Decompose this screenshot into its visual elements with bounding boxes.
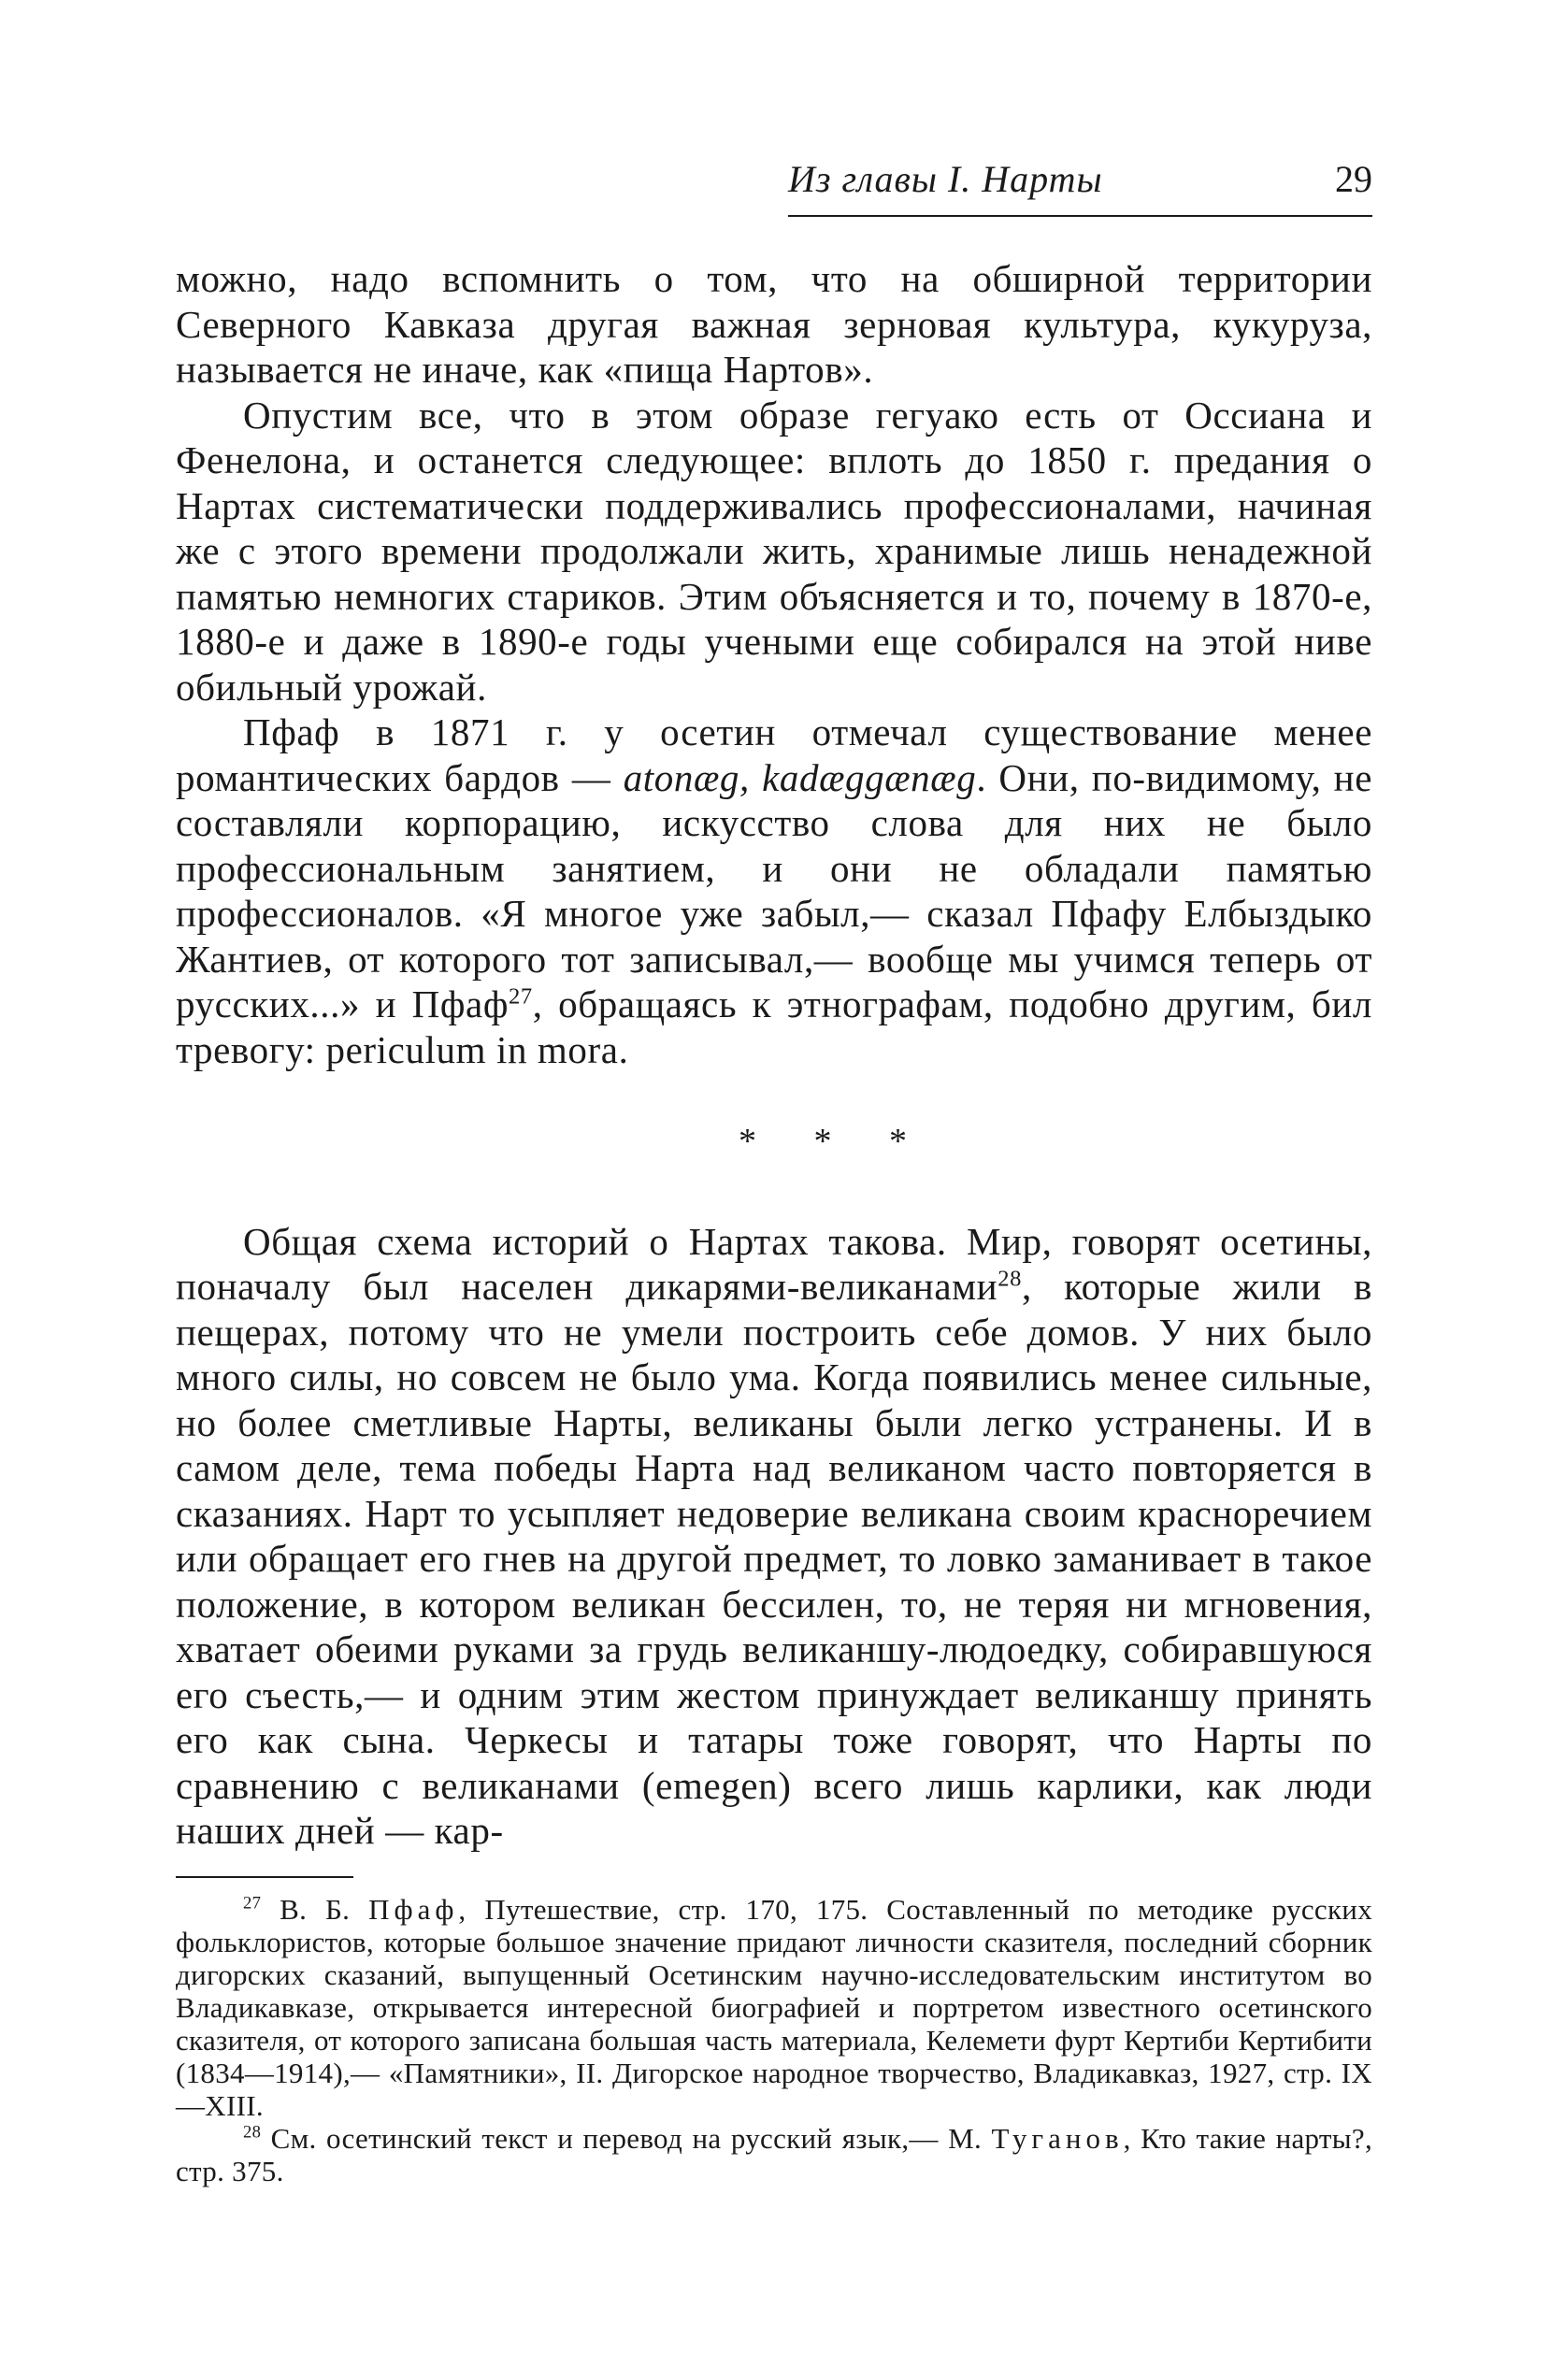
paragraph-3-part-b: . Они, по-видимому, не составляли корпорацию, искусство слова для них не было профессиональным занятием, и они не обладали памятью профессионалов. «Я многое уже забыл,— сказал Пфафу Елбыздыко Жантиев, от которого тот записывал,— вообще мы учимся теперь от русских...» и Пфаф	[176, 755, 1372, 1025]
footnote-number-27: 27	[243, 1893, 262, 1914]
footnote-ref-28[interactable]: 28	[997, 1266, 1022, 1292]
footnote-27-part-b: , Путешествие, стр. 170, 175. Составленный по методике русских фольклористов, которые большое значение придают личности сказителя, последний сборник дигорских сказаний, выпущенный Осетинским научно-исследовательским институтом во Владикавказе, открывается интересной биографией и портретом известного осетинского сказителя, от которого записана большая часть материала, Келемети фурт Кертиби Кертибити (1834—1914),— «Памятники», II. Дигорское народное творчество, Владикавказ, 1927, стр. IX—XIII.	[176, 1892, 1372, 2122]
page-number: 29	[1335, 158, 1372, 200]
paragraph-1: можно, надо вспомнить о том, что на обширной территории Северного Кавказа другая важная зерновая культура, кукуруза, называется не иначе, как «пища Нартов».	[176, 257, 1372, 391]
paragraph-4-part-a: Общая схема историй о Нартах такова. Мир, говорят осетины, поначалу был населен дикарями-великанами	[176, 1219, 1372, 1308]
footnotes	[176, 1893, 1372, 2187]
paragraph-3-part-c: , обращаясь к этнографам, подобно другим, бил тревогу: periculum in mora.	[176, 982, 1372, 1071]
paragraph-2: Опустим все, что в этом образе гегуако есть от Оссиана и Фенелона, и останется следующее: вплоть до 1850 г. предания о Нартах систематически поддерживались профессионалами, начиная же с этого времени продолжали жить, хранимые лишь ненадежной памятью немногих стариков. Этим объясняется и то, почему в 1870-е, 1880-е и даже в 1890-е годы учеными еще собирался на этой ниве обильный урожай.	[176, 393, 1372, 709]
footnote-28	[176, 2122, 1372, 2187]
footnote-number-28: 28	[243, 2122, 262, 2143]
footnote-27-author: Пфаф	[368, 1892, 459, 1926]
footnote-27-part-a: В. Б.	[261, 1892, 369, 1926]
footnote-27	[176, 1893, 1372, 2122]
main-text	[176, 256, 1372, 1854]
paragraph-4	[176, 1219, 1372, 1854]
paragraph-4-part-b: , которые жили в пещерах, потому что не умели построить себе домов. У них было много силы, но совсем не было ума. Когда появились менее сильные, но более сметливые Нарты, великаны были легко устранены. И в самом деле, тема победы Нарта над великаном часто повторяется в сказаниях. Нарт то усыпляет недоверие великана своим красноречием или обращает его гнев на другой предмет, то ловко заманивает в такое положение, в котором великан бессилен, то, не теряя ни мгновения, хватает обеими руками за грудь великаншу-людоедку, собиравшуюся его съесть,— и одним этим жестом принуждает великаншу принять его как сына. Черкесы и татары тоже говорят, что Нарты по сравнению с великанами (emegen) всего лишь карлики, как люди наших дней — кар-	[176, 1265, 1372, 1852]
footnote-divider	[176, 1876, 353, 1878]
ossetian-terms: atonæg, kadæggænæg	[623, 755, 977, 799]
footnote-28-part-a: См. осетинский текст и перевод на русский язык,— М.	[261, 2121, 992, 2155]
section-separator: * * *	[739, 1122, 931, 1161]
paragraph-3	[176, 710, 1372, 1072]
footnote-28-part-b: , Кто такие нарты?, стр. 375.	[176, 2121, 1372, 2187]
footnote-ref-27[interactable]: 27	[509, 983, 533, 1010]
footnote-28-author: Туганов	[991, 2121, 1124, 2155]
paragraph-3-part-a: Пфаф в 1871 г. у осетин отмечал существование менее романтических бардов —	[176, 710, 1372, 799]
running-head	[788, 150, 1372, 217]
running-head-title: Из главы I. Нарты	[788, 158, 1103, 200]
book-page	[176, 150, 1372, 2187]
